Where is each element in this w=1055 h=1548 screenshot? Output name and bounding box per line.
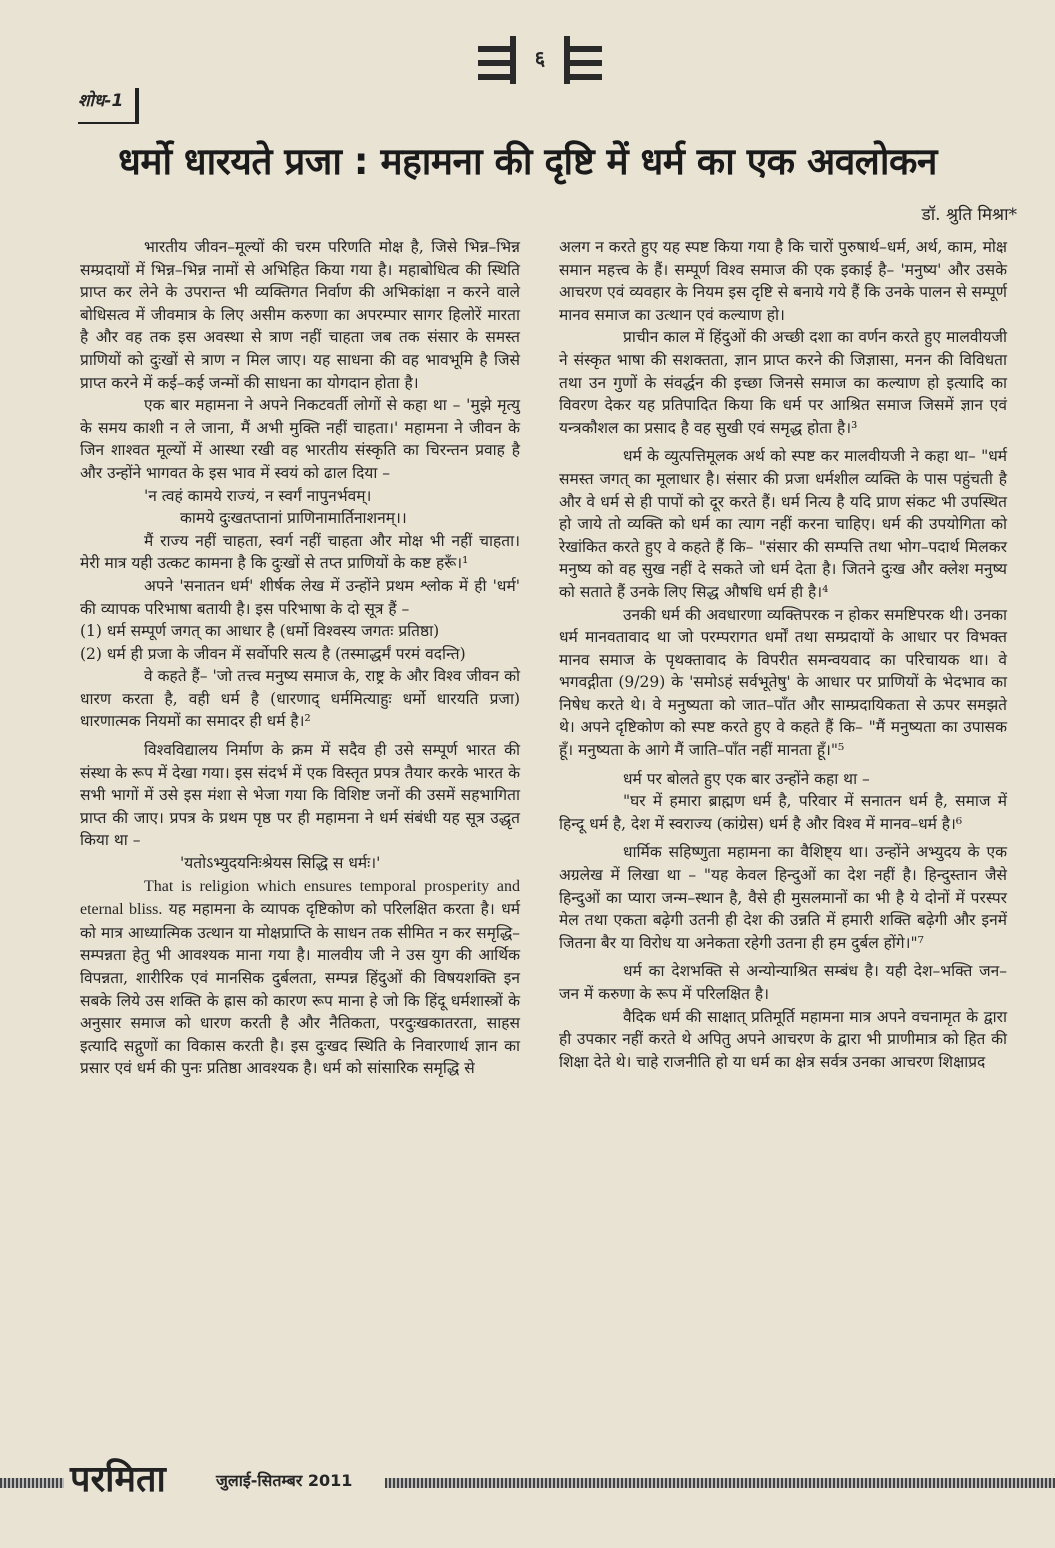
sutra-item: (1) धर्म सम्पूर्ण जगत् का आधार है (धर्मो विश्वस्य जगतः प्रतिष्ठा) bbox=[80, 622, 440, 641]
footer-stripe bbox=[0, 1478, 64, 1488]
paragraph: प्राचीन काल में हिंदुओं की अच्छी दशा का वर्णन करते हुए मालवीयजी ने संस्कृत भाषा की सशक्तता, ज्ञान प्राप्त करने की जिज्ञासा, मनन की विविधता तथा उन गुणों के संवर्द्धन की इच्छा जिनसे समाज का कल्याण हो इत्यादि का विवरण देकर यह प्रतिपादित किया कि धर्म पर आश्रित समाज जिसमें ज्ञान एवं यन्त्रकौशल का प्रसाद है वह सुखी एवं समृद्ध होता है।³ bbox=[559, 328, 1007, 437]
sanskrit-verse: 'न त्वहं कामये राज्यं, न स्वर्गं नापुनर्भवम्। bbox=[144, 486, 372, 505]
article-author: डॉ. श्रुति मिश्रा* bbox=[921, 205, 1017, 225]
sutra-item: (2) धर्म ही प्रजा के जीवन में सर्वोपरि सत्य है (तस्माद्धर्मं परमं वदन्ति) bbox=[80, 644, 466, 663]
paragraph: अपने 'सनातन धर्म' शीर्षक लेख में उन्होंने प्रथम श्लोक में ही 'धर्म' की व्यापक परिभाषा बतायी है। इस परिभाषा के दो सूत्र हैं – bbox=[80, 576, 520, 618]
paragraph: वैदिक धर्म की साक्षात् प्रतिमूर्ति महामना मात्र अपने वचनामृत के द्वारा ही उपकार नहीं करते थे अपितु अपने आचरण के द्वारा भी प्राणीमात्र को हित की शिक्षा देते थे। चाहे राजनीति हो या धर्म का क्षेत्र सर्वत्र उनका आचरण शिक्षाप्रद bbox=[559, 1007, 1007, 1071]
paragraph: अलग न करते हुए यह स्पष्ट किया गया है कि चारों पुरुषार्थ–धर्म, अर्थ, काम, मोक्ष समान महत्त्व के हैं। सम्पूर्ण विश्व समाज की एक इकाई है– 'मनुष्य' और उसके आचरण एवं व्यवहार के नियम इस दृष्टि से बनाये गये हैं कि उनके पालन से सम्पूर्ण मानव समाज का उत्थान एवं कल्याण हो। bbox=[559, 238, 1007, 324]
paragraph: धर्म के व्युत्पत्तिमूलक अर्थ को स्पष्ट कर मालवीयजी ने कहा था– "धर्म समस्त जगत् का मूलाधार है। संसार की प्रजा धर्मशील व्यक्ति के पास पहुंचती है और वे धर्म से ही पापों को दूर करते हैं। धर्म नित्य है यदि प्राण संकट भी उपस्थित हो जाये तो व्यक्ति को धर्म का त्याग नहीं करना चाहिए। धर्म की उपयोगिता को रेखांकित करते हुए वे कहते हैं कि– "संसार की सम्पत्ति तथा भोग–पदार्थ मिलकर मनुष्य को वह सुख नहीं दे सकते जो धर्म देता है। जितने दुःख और क्लेश मनुष्य को सताते हैं उनके लिए सिद्ध औषधि धर्म ही है।⁴ bbox=[559, 447, 1007, 601]
article-title: धर्मो धारयते प्रजा : महामना की दृष्टि में धर्म का एक अवलोकन bbox=[118, 140, 937, 183]
sanskrit-verse: 'यतोऽभ्युदयनिःश्रेयस सिद्धि स धर्मः।' bbox=[180, 854, 381, 873]
section-label: शोध-1 bbox=[78, 88, 139, 124]
paragraph: भारतीय जीवन–मूल्यों की चरम परिणति मोक्ष है, जिसे भिन्न–भिन्न सम्प्रदायों में भिन्न–भिन्न नामों से अभिहित किया गया है। महाबोधित्व की स्थिति प्राप्त कर लेने के उपरान्त भी व्यक्तिगत निर्वाण की अभिकांक्षा न करने वाले बोधिसत्व में जीवमात्र के लिए असीम करुणा का अपरम्पार सागर हिलोरें मारता है और वह तक इस अवस्था से त्राण नहीं चाहता जब तक संसार के समस्त प्राणियों को दुःखों से त्राण न मिल जाए। यह साधना की वह भावभूमि है जिसे प्राप्त करने में कई–कई जन्मों की साधना का योगदान होता है। bbox=[80, 238, 520, 392]
paragraph: एक बार महामना ने अपने निकटवर्ती लोगों से कहा था – 'मुझे मृत्यु के समय काशी न ले जाना, मैं अभी मुक्ति नहीं चाहता।' महामना ने जीवन के जिन शाश्वत मूल्यों में आस्था रखी वह भारतीय संस्कृति का चिरन्तन प्रवाह है और उन्होंने भागवत के इस भाव में स्वयं को ढाल दिया – bbox=[80, 396, 520, 482]
magazine-logo: परमिता bbox=[70, 1459, 166, 1500]
sanskrit-verse: कामये दुःखतप्तानां प्राणिनामार्तिनाशनम्।। bbox=[180, 509, 407, 528]
page-number-ornament bbox=[470, 30, 610, 90]
page-number: ६ bbox=[534, 46, 546, 70]
footer-stripe bbox=[385, 1478, 1055, 1488]
paragraph-text: यह महामना के व्यापक दृष्टिकोण को परिलक्षित करता है। धर्म को मात्र आध्यात्मिक उत्थान या मोक्षप्राप्ति के साधन तक सीमित न कर समृद्धि–सम्पन्नता हेतु भी आवश्यक माना गया है। मालवीय जी ने उस युग की आर्थिक विपन्नता, शारीरिक एवं मानसिक दुर्बलता, सम्पन्न हिंदुओं की विषयशक्ति इन सबके लिये उस शक्ति के ह्रास को कारण रूप माना हे जो कि हिंदू धर्मशास्त्रों के अनुसार समाज को धारण करती है और नैतिकता, परदुःखकातरता, साहस इत्यादि सद्गुणों का विकास करती है। इस दुःखद स्थिति के निवारणार्थ ज्ञान का प्रसार एवं धर्म की पुनः प्रतिष्ठा आवश्यक है। धर्म को सांसारिक समृद्धि से bbox=[80, 900, 520, 1078]
paragraph: विश्वविद्यालय निर्माण के क्रम में सदैव ही उसे सम्पूर्ण भारत की संस्था के रूप में देखा गया। इस संदर्भ में एक विस्तृत प्रपत्र तैयार करके भारत के सभी भागों में उसे इस मंशा से भेजा गया कि विशिष्ट जनों की उसमें सहभागिता प्राप्त की जाए। प्रपत्र के प्रथम पृष्ठ पर ही महामना ने धर्म संबंधी यह सूत्र उद्धृत किया था – bbox=[80, 741, 520, 850]
page-footer bbox=[0, 1458, 1055, 1502]
paragraph: धर्म पर बोलते हुए एक बार उन्होंने कहा था – bbox=[623, 769, 870, 788]
english-quote: That is religion which ensures temporal prosperity and eternal bliss. bbox=[80, 877, 520, 919]
quote-paragraph: "घर में हमारा ब्राह्मण धर्म है, परिवार में सनातन धर्म है, समाज में हिन्दू धर्म है, देश में स्वराज्य (कांग्रेस) धर्म है और विश्व में मानव–धर्म है।⁶ bbox=[559, 792, 1007, 833]
paragraph: उनकी धर्म की अवधारणा व्यक्तिपरक न होकर समष्टिपरक थी। उनका धर्म मानवतावाद था जो परम्परागत धर्मों तथा सम्प्रदायों के आधार पर विभक्त मानव समाज के पृथक्तावाद के विपरीत समन्वयवाद का परिचायक था। वे भगवद्गीता (9/29) के 'समोऽहं सर्वभूतेषु' के आधार पर प्राणियों के भेदभाव का निषेध करते थे। वे मनुष्यता को जात–पाँत और साम्प्रदायिकता से ऊपर समझते थे। अपने दृष्टिकोण को स्पष्ट करते हुए वे कहते हैं कि– "मैं मनुष्यता का उपासक हूँ। मनुष्यता के आगे मैं जाति–पाँत नहीं मानता हूँ।"⁵ bbox=[559, 605, 1007, 760]
paragraph bbox=[80, 875, 520, 1080]
paragraph: वे कहते हैं– 'जो तत्त्व मनुष्य समाज के, राष्ट्र के और विश्व जीवन को धारण करता है, वही धर्म है (धारणाद् धर्ममित्याहुः धर्मो धारयति प्रजा) धारणात्मक नियमों का समादर ही धर्म है।² bbox=[80, 667, 520, 731]
paragraph: धर्म का देशभक्ति से अन्योन्याश्रित सम्बंध है। यही देश–भक्ति जन–जन में करुणा के रूप में परिलक्षित है। bbox=[559, 962, 1007, 1003]
left-column bbox=[80, 236, 520, 1080]
issue-date: जुलाई-सितम्बर 2011 bbox=[216, 1471, 353, 1490]
paragraph: मैं राज्य नहीं चाहता, स्वर्ग नहीं चाहता और मोक्ष भी नहीं चाहता। मेरी मात्र यही उत्कट कामना है कि दुःखों से तप्त प्राणियों के कष्ट हरूँ।¹ bbox=[80, 531, 520, 573]
paragraph: धार्मिक सहिष्णुता महामना का वैशिष्ट्य था। उन्होंने अभ्युदय के एक अग्रलेख में लिखा था – "यह केवल हिन्दुओं का देश नहीं है। हिन्दुस्तान जैसे हिन्दुओं का प्यारा जन्म–स्थान है, वैसे ही मुसलमानों का भी है ये दोनों में परस्पर मेल तथा एकता बढ़ेगी उतनी ही देश की उन्नति में हमारी शक्ति बढ़ेगी और इनमें जितना बैर या विरोध या अनेकता रहेगी उतना ही हम दुर्बल होंगे।"⁷ bbox=[559, 843, 1007, 952]
right-column bbox=[559, 236, 1007, 1073]
